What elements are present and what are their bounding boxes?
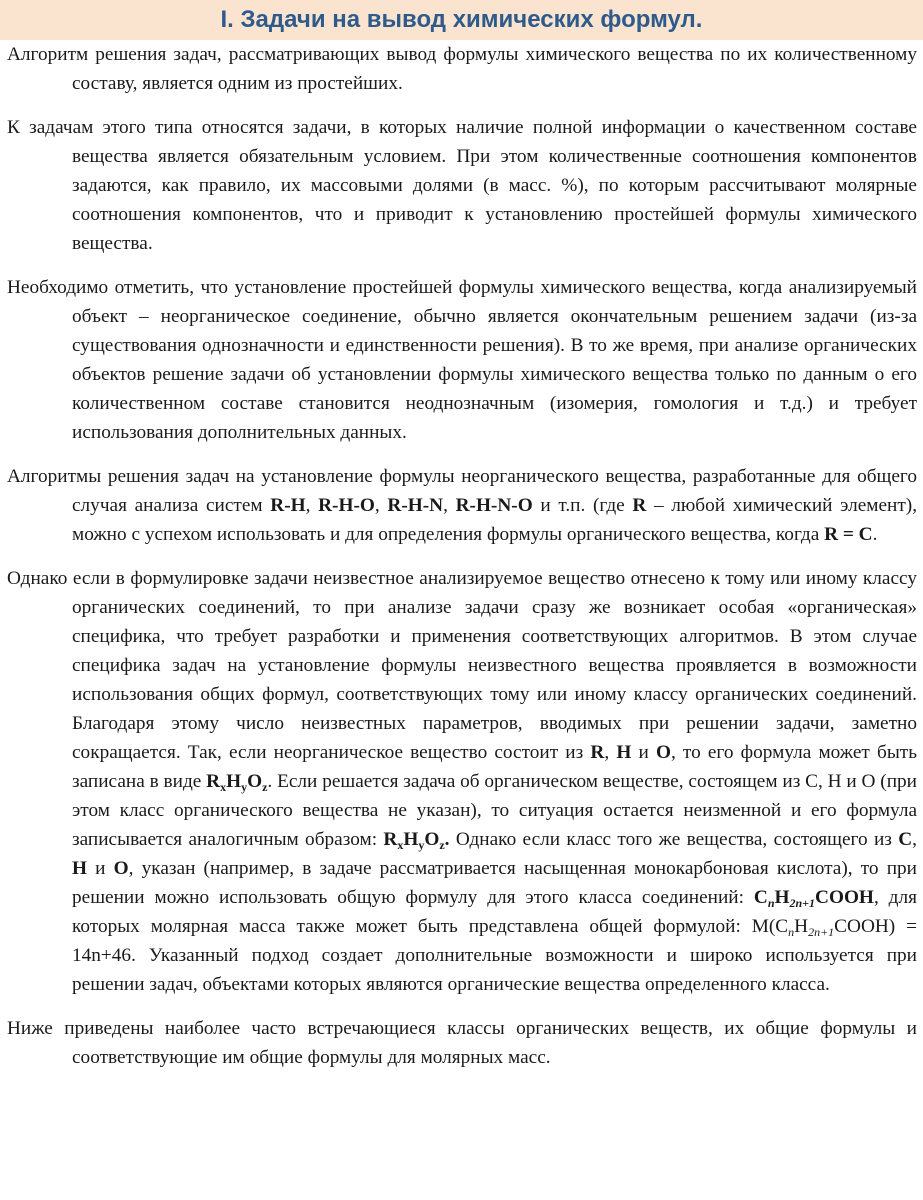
- element-o-2: O: [113, 858, 129, 879]
- text-run: и т.п. (где: [532, 495, 633, 516]
- element-r: R: [590, 742, 605, 763]
- text-run: , указан (например, в задаче рассматривается насыщенная монокарбоновая кислота), то при решении можно использовать общую формулу для этого класса соединений:: [72, 858, 917, 908]
- formula-rh: R-H: [270, 495, 306, 516]
- formula-rxhyoz: $R_xH_yO_z$: [206, 771, 268, 794]
- text-run: ,: [912, 829, 917, 850]
- text-run: .: [872, 524, 878, 545]
- text-run: = 14n+46. Указанный подход создает дополнительные возможности и широко используется при решении задач, объектами которых являются органические вещества определенного класса.: [72, 916, 917, 995]
- formula-rhn: R-H-N: [387, 495, 444, 516]
- text-run: Однако если в формулировке задачи неизвестное анализируемое вещество отнесено к тому или иному классу органических соединений, то при анализе задачи сразу же возникает особая «органическая» специфика, что требует разработки и применения соответствующих алгоритмов. В этом случае специфика задач на установление формулы неизвестного вещества проявляется в возможности использования общих формул, соответствующих тому или иному классу органических соединений. Благодаря этому число неизвестных параметров, вводимых при решении задачи, заметно сокращается. Так, если неорганическое вещество состоит из: [7, 568, 917, 763]
- text-run: – любой химический элемент), можно с успехом использовать и для определения формулы органического вещества, когда: [72, 495, 918, 545]
- formula-r-equals-c: R = C: [824, 524, 873, 545]
- paragraph-6: Ниже приведены наиболее часто встречающиеся классы органических веществ, их общие формулы и соответствующие им общие формулы для молярных масс.: [7, 1018, 917, 1068]
- section-heading: I. Задачи на вывод химических формул.: [220, 6, 703, 33]
- symbol-r: R: [632, 495, 647, 516]
- element-c: C: [898, 829, 913, 850]
- paragraph-2: К задачам этого типа относятся задачи, в которых наличие полной информации о качественном составе вещества является обязательным условием. При этом количественные соотношения компонентов задаются, как правило, их массовыми долями (в масс. %), по которым рассчитывают молярные соотношения компонентов, что и приводит к установлению простейшей формулы химического вещества.: [7, 117, 917, 254]
- element-h-2: H: [72, 858, 87, 879]
- formula-rho: R-H-O: [318, 495, 375, 516]
- paragraph-1: Алгоритм решения задач, рассматривающих вывод формулы химического вещества по их количественному составу, является одним из простейших.: [7, 44, 917, 94]
- text-run: ,: [374, 495, 388, 516]
- text-run: Алгоритмы решения задач на установление формулы неорганического вещества, разработанные для общего случая анализа систем: [7, 466, 917, 516]
- text-run: и: [87, 858, 114, 879]
- text-run: , то его формула может быть записана в виде: [72, 742, 917, 792]
- element-o: O: [655, 742, 671, 763]
- text-run: Однако если класс того же вещества, состоящего из: [449, 829, 899, 850]
- text-run: , для которых молярная масса также может быть представлена общей формулой:: [72, 887, 917, 937]
- element-h: H: [616, 742, 632, 763]
- text-run: ,: [305, 495, 319, 516]
- document-body: [7, 40, 917, 1087]
- formula-molar-mass: $M(C_nH_{2n+1}COOH)$: [751, 916, 896, 939]
- text-run: . Если решается задача об органическом веществе, состоящем из C, H и O (при этом класс органического вещества не указан), то ситуация остается неизменной и его формула записывается аналогичным образом:: [72, 771, 918, 850]
- formula-rhno: R-H-N-O: [455, 495, 533, 516]
- text-run: и: [631, 742, 656, 763]
- text-run: ,: [604, 742, 617, 763]
- formula-rxhyoz-2: $R_xH_yO_z$.: [383, 829, 450, 852]
- paragraph-3: Необходимо отметить, что установление простейшей формулы химического вещества, когда анализируемый объект – неорганическое соединение, обычно является окончательным решением задачи (из-за существования однозначности и единственности решения). В то же время, при анализе органических объектов решение задачи об установлении формулы химического вещества только по данным о его количественном составе становится неоднозначным (изомерия, гомология и т.д.) и требует использования дополнительных данных.: [7, 277, 917, 443]
- paragraph-5: [7, 564, 917, 999]
- formula-acid: $C_nH_{2n+1}COOH$: [753, 887, 874, 910]
- paragraph-4: [7, 462, 917, 549]
- text-run: ,: [443, 495, 456, 516]
